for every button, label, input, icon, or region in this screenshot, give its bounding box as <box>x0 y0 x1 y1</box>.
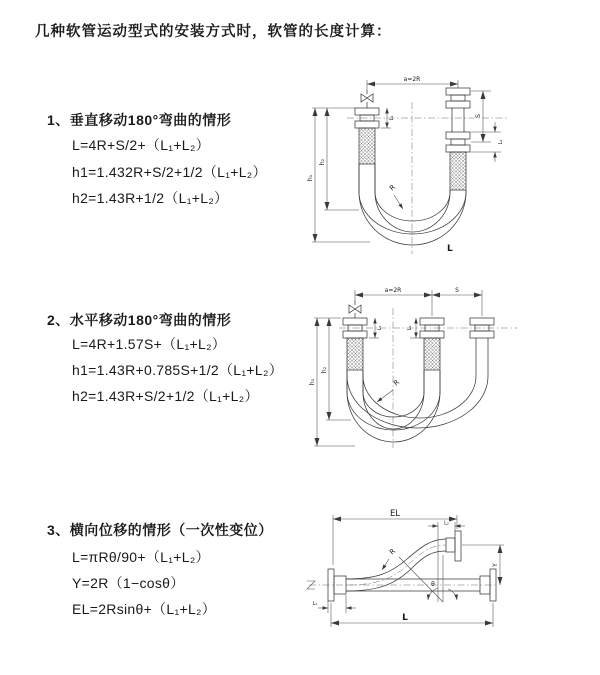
dimension-left-heights <box>309 318 355 446</box>
middle-pipe-flange <box>420 318 444 370</box>
right-pipe-flange <box>470 318 494 358</box>
left-pipe-flange <box>355 108 379 164</box>
dim-label-s: S <box>455 287 459 294</box>
dim-label-l1: L₁ <box>389 115 395 121</box>
dim-label-h2: h₂ <box>319 158 326 166</box>
section-3-heading: 3、横向位移的情形（一次性变位） <box>47 522 273 538</box>
angle-label: θ <box>431 581 435 588</box>
dimension-el <box>333 509 457 565</box>
dim-label-l1: L₁ <box>377 325 383 331</box>
dim-label-s: S <box>475 114 482 118</box>
dim-label-y: Y <box>492 563 499 567</box>
radius-label: R <box>388 183 398 193</box>
dim-label-a2r: a=2R <box>403 76 421 83</box>
section-1-formula-h2: h2=1.43R+1/2（L₁+L₂） <box>72 190 229 206</box>
angle-construction <box>399 555 457 602</box>
diagram-lateral-displacement <box>295 505 580 653</box>
section-3-formula-EL: EL=2Rsinθ+（L₁+L₂） <box>72 601 217 617</box>
dimension-right-s-l2 <box>471 91 504 162</box>
section-1-formula-L: L=4R+S/2+（L₁+L₂） <box>72 137 210 153</box>
length-label: L <box>447 244 453 254</box>
dimension-l <box>331 603 493 627</box>
radius-callout <box>382 547 397 570</box>
section-2-formula-h1: h1=1.43R+0.785S+1/2（L₁+L₂） <box>72 362 283 378</box>
dim-label-h1: h₁ <box>307 174 314 182</box>
left-pipe-flange <box>343 318 367 370</box>
section-1-heading: 1、垂直移动180°弯曲的情形 <box>47 112 232 128</box>
dimension-top <box>355 287 482 316</box>
valve-icon <box>361 90 373 108</box>
section-3-formula-Y: Y=2R（1−cosθ） <box>72 575 185 591</box>
hose-u-bend-position2 <box>347 358 488 428</box>
page-title: 几种软管运动型式的安装方式时，软管的长度计算： <box>35 24 392 40</box>
diagram-vertical-180-bend <box>295 70 535 262</box>
section-2-formula-L: L=4R+1.57S+（L₁+L₂） <box>72 336 227 352</box>
diagram-horizontal-180-bend <box>303 280 551 455</box>
section-3-formula-L: L=πRθ/90+（L₁+L₂） <box>72 549 210 565</box>
dim-label-a2r: a=2R <box>384 287 402 294</box>
dim-label-h2: h₂ <box>321 366 328 374</box>
radius-label: R <box>388 547 398 557</box>
radius-label: R <box>392 378 402 388</box>
dim-label-l1: L₁ <box>312 601 318 607</box>
dim-label-el: EL <box>389 509 401 519</box>
section-1-formula-h1: h1=1.432R+S/2+1/2（L₁+L₂） <box>72 164 267 180</box>
dimension-top-a2r <box>367 76 458 90</box>
radius-callout <box>377 378 401 402</box>
centerline <box>307 581 495 589</box>
radius-callout <box>388 183 403 209</box>
dim-label-l2: L₂ <box>444 520 449 527</box>
upper-right-flange <box>446 531 461 561</box>
section-2-heading: 2、水平移动180°弯曲的情形 <box>47 312 232 328</box>
valve-icon <box>349 300 361 318</box>
dim-label-l: L <box>402 613 408 623</box>
dim-label-h1: h₁ <box>309 378 316 386</box>
dim-label-l2: L₂ <box>498 139 504 145</box>
section-2-formula-h2: h2=1.43R+S/2+1/2（L₁+L₂） <box>72 388 259 404</box>
centerlines <box>339 308 517 448</box>
right-pipe-flanges <box>446 88 470 190</box>
dim-label-l2: L₂ <box>407 325 413 331</box>
